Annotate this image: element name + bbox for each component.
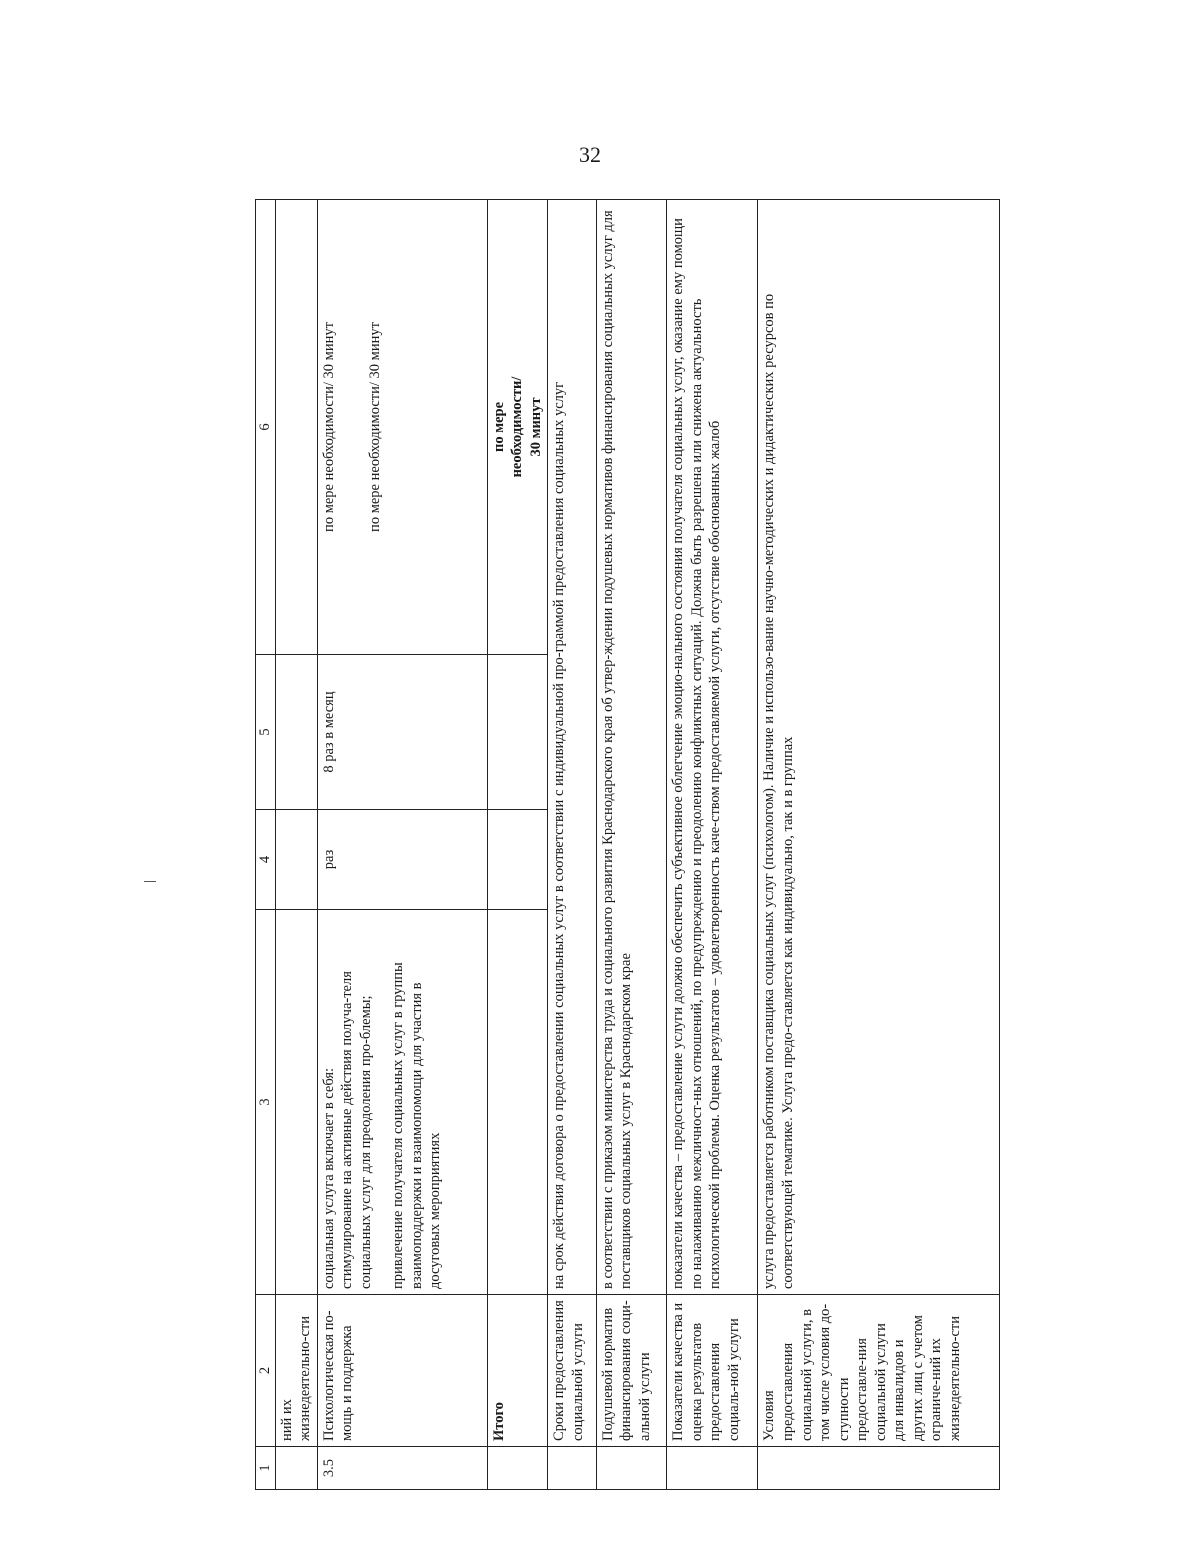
header-col-2: 2 <box>256 1295 276 1447</box>
terms-label: Сроки предоставления социальной услуги <box>548 1295 597 1447</box>
conditions-label: Условия предоставления социальной услуги, в том числе условия до-ступности предоставле-ния социальной услуги для инвалидов и других лиц с учетом ограниче-ний их жизнедеятельно-сти <box>758 1295 1000 1447</box>
table-row-total <box>487 200 548 1490</box>
table-row-quality <box>666 200 757 1490</box>
service-unit: раз <box>317 810 487 910</box>
service-duration <box>317 200 487 655</box>
table-header-row <box>256 200 276 1490</box>
duration-2: по мере необходимости/ 30 минут <box>367 322 384 532</box>
rotated-table-container <box>255 200 1000 1490</box>
quality-text: показатели качества – предоставление услуги должно обеспечить субъективное облегчение эмоцио-нального состояния получателя социальных услуг, оказание ему помощи по налаживанию межличност-ных отношений, по предупреждению и преодолению конфликтных ситуаций. Должна быть разрешена или снижена актуальность психологической проблемы. Оценка результатов – удовлетворенность каче-ством предоставляемой услуги, отсутствие обоснованных жалоб <box>666 200 757 1295</box>
total-label: Итого <box>487 1295 548 1447</box>
page-number: 32 <box>579 142 601 167</box>
stray-mark <box>144 881 156 882</box>
table-row-terms <box>548 200 597 1490</box>
quality-label: Показатели качества и оценка результатов предоставления социаль-ной услуги <box>666 1295 757 1447</box>
continued-service-name: ний их жизнедеятельно-сти <box>275 1295 317 1447</box>
header-col-4: 4 <box>256 810 276 910</box>
header-col-3: 3 <box>256 910 276 1295</box>
table-row-3-5 <box>317 200 487 1490</box>
total-duration <box>487 200 548 655</box>
table-row-funding <box>596 200 666 1490</box>
duration-1: по мере необходимости/ 30 минут <box>320 322 337 532</box>
table-row-conditions <box>758 200 1000 1490</box>
service-name: Психологическая по-мощь и поддержка <box>317 1295 487 1447</box>
table-row-continued <box>275 200 317 1490</box>
service-number: 3.5 <box>317 1447 487 1490</box>
service-description <box>317 910 487 1295</box>
service-frequency: 8 раз в месяц <box>317 655 487 810</box>
total-duration-line-3: 30 минут <box>527 397 544 457</box>
header-col-6: 6 <box>256 200 276 655</box>
total-duration-line-1: по мере <box>490 401 507 453</box>
conditions-text: услуга предоставляется работником поставщика социальных услуг (психологом). Наличие и использо-вание научно-методических и дидактических ресурсов по соответствующей тематике. Услуга предо-ставляется как индивидуально, так и в группах <box>758 200 1000 1295</box>
header-col-5: 5 <box>256 655 276 810</box>
total-duration-line-2: необходимости/ <box>509 376 526 478</box>
funding-text: в соответствии с приказом министерства труда и социального развития Краснодарского края об утвер-ждении подушевых нормативов финансирования социальных услуг для поставщиков социальных услуг в Краснодарском крае <box>596 200 666 1295</box>
funding-label: Подушевой норматив финансирования соци-альной услуги <box>596 1295 666 1447</box>
services-table <box>255 199 1000 1490</box>
description-intro: социальная услуга включает в себя: <box>320 1067 337 1289</box>
description-item-1: стимулирование на активные действия получа-теля социальных услуг для преодоления про-блемы; <box>339 971 374 1289</box>
header-col-1: 1 <box>256 1447 276 1490</box>
description-item-2: привлечение получателя социальных услуг в группы взаимоподдержки и взаимопомощи для участия в досуговых мероприятиях <box>390 962 444 1289</box>
terms-text: на срок действия договора о предоставлении социальных услуг в соответствии с индивидуальной про-граммой предоставления социальных услуг <box>548 200 597 1295</box>
